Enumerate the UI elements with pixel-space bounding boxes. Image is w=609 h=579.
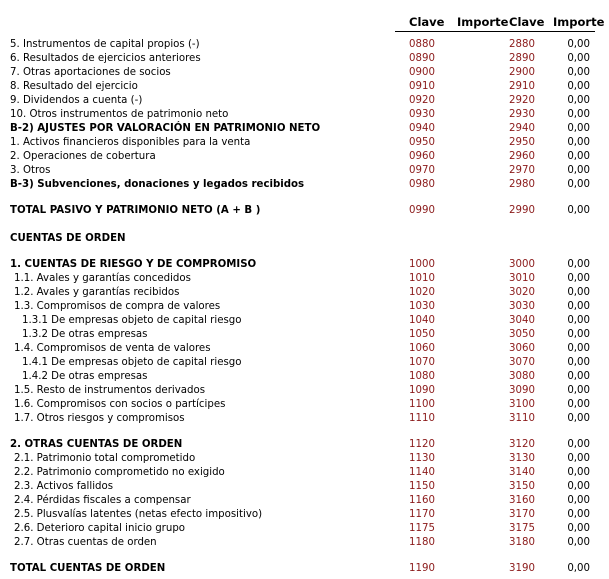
row-importe: 0,00	[567, 315, 590, 326]
row-label: 6. Resultados de ejercicios anteriores	[10, 53, 201, 64]
row-clave-1: 1020	[409, 287, 435, 298]
row-clave-1: 0910	[409, 81, 435, 92]
row-clave-2: 3000	[509, 259, 535, 270]
table-row	[0, 412, 609, 425]
row-clave-1: 0960	[409, 151, 435, 162]
row-clave-2: 3180	[509, 537, 535, 548]
row-clave-2: 3060	[509, 343, 535, 354]
row-importe: 0,00	[567, 123, 590, 134]
row-clave-2: 3080	[509, 371, 535, 382]
row-clave-1: 0900	[409, 67, 435, 78]
row-clave-1: 1000	[409, 259, 435, 270]
row-label: 9. Dividendos a cuenta (-)	[10, 95, 143, 106]
row-clave-1: 1050	[409, 329, 435, 340]
row-clave-2: 2950	[509, 137, 535, 148]
row-importe: 0,00	[567, 39, 590, 50]
row-clave-2: 3110	[509, 413, 535, 424]
row-label: 7. Otras aportaciones de socios	[10, 67, 171, 78]
row-clave-2: 3160	[509, 495, 535, 506]
row-label: 3. Otros	[10, 165, 51, 176]
table-row	[0, 342, 609, 355]
row-clave-2: 2930	[509, 109, 535, 120]
row-importe: 0,00	[567, 385, 590, 396]
row-clave-2: 2900	[509, 67, 535, 78]
row-clave-1: 0990	[409, 205, 435, 216]
row-importe: 0,00	[567, 467, 590, 478]
row-clave-2: 3070	[509, 357, 535, 368]
row-clave-2: 3120	[509, 439, 535, 450]
row-importe: 0,00	[567, 509, 590, 520]
row-label: 5. Instrumentos de capital propios (-)	[10, 39, 200, 50]
row-clave-2: 2970	[509, 165, 535, 176]
row-importe: 0,00	[567, 179, 590, 190]
row-clave-1: 1070	[409, 357, 435, 368]
row-importe: 0,00	[567, 67, 590, 78]
table-row	[0, 328, 609, 341]
row-importe: 0,00	[567, 453, 590, 464]
row-importe: 0,00	[567, 343, 590, 354]
row-importe: 0,00	[567, 137, 590, 148]
row-importe: 0,00	[567, 481, 590, 492]
row-importe: 0,00	[567, 523, 590, 534]
row-importe: 0,00	[567, 371, 590, 382]
row-clave-2: 3190	[509, 563, 535, 574]
row-clave-1: 1160	[409, 495, 435, 506]
row-clave-1: 1100	[409, 399, 435, 410]
row-label: 1.3.2 De otras empresas	[22, 329, 148, 340]
column-header	[395, 12, 605, 32]
row-clave-2: 3175	[509, 523, 535, 534]
row-clave-1: 1040	[409, 315, 435, 326]
table-row	[0, 150, 609, 163]
row-label: 8. Resultado del ejercicio	[10, 81, 138, 92]
row-label: 2.5. Plusvalías latentes (netas efecto impositivo)	[14, 509, 263, 520]
row-clave-2: 3150	[509, 481, 535, 492]
row-clave-2: 3100	[509, 399, 535, 410]
table-row	[0, 508, 609, 521]
row-clave-2: 2920	[509, 95, 535, 106]
header-importe-2: Importe	[553, 15, 605, 29]
row-clave-2: 3030	[509, 301, 535, 312]
section-heading	[0, 232, 609, 245]
table-row	[0, 314, 609, 327]
row-label: 1.4.2 De otras empresas	[22, 371, 148, 382]
row-importe: 0,00	[567, 81, 590, 92]
row-clave-1: 0950	[409, 137, 435, 148]
row-clave-1: 0980	[409, 179, 435, 190]
row-importe: 0,00	[567, 287, 590, 298]
table-row	[0, 272, 609, 285]
row-label: 2.7. Otras cuentas de orden	[14, 537, 157, 548]
row-clave-2: 2990	[509, 205, 535, 216]
row-clave-1: 1010	[409, 273, 435, 284]
row-label: 1.5. Resto de instrumentos derivados	[14, 385, 206, 396]
row-importe: 0,00	[567, 151, 590, 162]
table-row	[0, 356, 609, 369]
table-row	[0, 438, 609, 451]
row-label: 1.3. Compromisos de compra de valores	[14, 301, 221, 312]
row-clave-1: 1110	[409, 413, 435, 424]
row-label: TOTAL CUENTAS DE ORDEN	[10, 563, 166, 574]
row-clave-2: 3020	[509, 287, 535, 298]
row-clave-1: 1190	[409, 563, 435, 574]
table-row	[0, 258, 609, 271]
row-importe: 0,00	[567, 53, 590, 64]
row-label: 1.3.1 De empresas objeto de capital riesgo	[22, 315, 242, 326]
row-importe: 0,00	[567, 273, 590, 284]
header-importe-1: Importe	[457, 15, 509, 29]
header-clave-1: Clave	[409, 15, 445, 29]
table-row	[0, 164, 609, 177]
row-label: B-3) Subvenciones, donaciones y legados recibidos	[10, 179, 305, 190]
row-clave-2: 2960	[509, 151, 535, 162]
table-row	[0, 384, 609, 397]
row-label: B-2) AJUSTES POR VALORACIÓN EN PATRIMONIO NETO	[10, 123, 321, 134]
row-importe: 0,00	[567, 357, 590, 368]
row-importe: 0,00	[567, 399, 590, 410]
table-row	[0, 178, 609, 191]
table-row	[0, 204, 609, 217]
table-row	[0, 108, 609, 121]
row-clave-1: 1140	[409, 467, 435, 478]
row-clave-2: 2890	[509, 53, 535, 64]
row-clave-1: 1170	[409, 509, 435, 520]
table-row	[0, 522, 609, 535]
table-row	[0, 562, 609, 575]
row-label: 1.7. Otros riesgos y compromisos	[14, 413, 185, 424]
row-clave-1: 0940	[409, 123, 435, 134]
row-importe: 0,00	[567, 109, 590, 120]
row-importe: 0,00	[567, 495, 590, 506]
row-label: 1. Activos financieros disponibles para la venta	[10, 137, 251, 148]
row-clave-2: 3010	[509, 273, 535, 284]
row-clave-2: 2880	[509, 39, 535, 50]
row-clave-1: 1120	[409, 439, 435, 450]
table-row	[0, 94, 609, 107]
row-clave-1: 1060	[409, 343, 435, 354]
table-row	[0, 480, 609, 493]
row-label: 1.1. Avales y garantías concedidos	[14, 273, 191, 284]
row-label: CUENTAS DE ORDEN	[10, 233, 126, 244]
table-row	[0, 286, 609, 299]
row-label: 1.4. Compromisos de venta de valores	[14, 343, 211, 354]
row-clave-2: 3040	[509, 315, 535, 326]
row-label: 10. Otros instrumentos de patrimonio neto	[10, 109, 229, 120]
row-clave-1: 1130	[409, 453, 435, 464]
row-importe: 0,00	[567, 259, 590, 270]
table-row	[0, 398, 609, 411]
row-clave-1: 1150	[409, 481, 435, 492]
row-clave-2: 3140	[509, 467, 535, 478]
row-label: 2.4. Pérdidas fiscales a compensar	[14, 495, 191, 506]
row-importe: 0,00	[567, 537, 590, 548]
row-label: 2.1. Patrimonio total comprometido	[14, 453, 196, 464]
row-clave-1: 0890	[409, 53, 435, 64]
table-row	[0, 466, 609, 479]
table-row	[0, 52, 609, 65]
row-clave-2: 2940	[509, 123, 535, 134]
row-clave-1: 0930	[409, 109, 435, 120]
row-clave-1: 1090	[409, 385, 435, 396]
row-clave-2: 3050	[509, 329, 535, 340]
row-importe: 0,00	[567, 329, 590, 340]
row-importe: 0,00	[567, 563, 590, 574]
table-row	[0, 370, 609, 383]
row-label: 1.2. Avales y garantías recibidos	[14, 287, 180, 298]
table-row	[0, 452, 609, 465]
table-row	[0, 536, 609, 549]
row-importe: 0,00	[567, 205, 590, 216]
row-label: 2. Operaciones de cobertura	[10, 151, 156, 162]
row-importe: 0,00	[567, 301, 590, 312]
table-row	[0, 66, 609, 79]
table-row	[0, 494, 609, 507]
header-clave-2: Clave	[509, 15, 545, 29]
row-importe: 0,00	[567, 95, 590, 106]
row-label: 1.4.1 De empresas objeto de capital riesgo	[22, 357, 242, 368]
row-clave-2: 3090	[509, 385, 535, 396]
row-importe: 0,00	[567, 413, 590, 424]
row-clave-1: 1180	[409, 537, 435, 548]
row-importe: 0,00	[567, 165, 590, 176]
row-clave-2: 2980	[509, 179, 535, 190]
row-importe: 0,00	[567, 439, 590, 450]
table-row	[0, 80, 609, 93]
row-clave-2: 2910	[509, 81, 535, 92]
row-clave-1: 1030	[409, 301, 435, 312]
table-row	[0, 300, 609, 313]
row-clave-1: 0880	[409, 39, 435, 50]
row-clave-1: 1175	[409, 523, 435, 534]
table-row	[0, 122, 609, 135]
row-label: 2.2. Patrimonio comprometido no exigido	[14, 467, 225, 478]
table-row	[0, 38, 609, 51]
row-label: 1.6. Compromisos con socios o partícipes	[14, 399, 226, 410]
row-clave-1: 0970	[409, 165, 435, 176]
row-clave-2: 3170	[509, 509, 535, 520]
row-clave-2: 3130	[509, 453, 535, 464]
row-label: 2.3. Activos fallidos	[14, 481, 114, 492]
row-label: 1. CUENTAS DE RIESGO Y DE COMPROMISO	[10, 259, 257, 270]
row-label: 2. OTRAS CUENTAS DE ORDEN	[10, 439, 183, 450]
table-row	[0, 136, 609, 149]
row-clave-1: 0920	[409, 95, 435, 106]
row-label: TOTAL PASIVO Y PATRIMONIO NETO (A + B )	[10, 205, 261, 216]
row-label: 2.6. Deterioro capital inicio grupo	[14, 523, 186, 534]
row-clave-1: 1080	[409, 371, 435, 382]
